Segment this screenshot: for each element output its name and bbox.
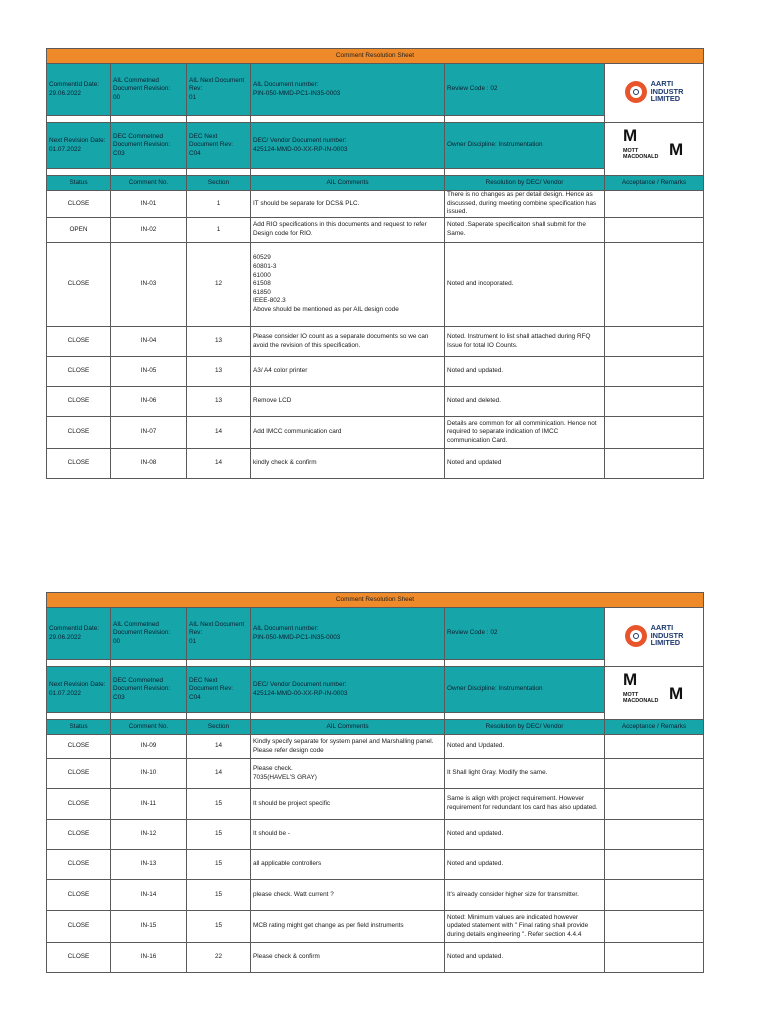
ail-revision-cell: AIL Commetned Document Revision: 00 <box>111 608 187 660</box>
mott-macdonald-logo: M M MOTT MACDONALD <box>605 667 704 720</box>
table-row: CLOSE IN-07 14 Add IMCC communication card Details are common for all comminication. Hence not required to separate indication of IMCC communication Card. <box>47 417 704 449</box>
sheet-title: Comment Resolution Sheet <box>47 49 704 64</box>
dec-next-rev-cell: DEC Next Document Rev: C04 <box>187 667 251 713</box>
table-row: CLOSE IN-01 1 IT should be separate for DCS& PLC. There is no changes as per detail design. Hence as discussed, during meeting combine specification has issued. <box>47 191 704 218</box>
column-ail-comments: AIL Comments <box>251 720 445 735</box>
owner-discipline: Owner Discipline: Instrumentation <box>445 123 605 169</box>
ail-next-rev-cell: AIL Next Document Rev: 01 <box>187 64 251 116</box>
aarti-logo: AARTI INDUSTR LIMITED <box>605 608 704 667</box>
aarti-logo-icon <box>625 81 647 103</box>
table-row: CLOSE IN-10 14 Please check. 7035(HAVEL'S GRAY) It Shall light Gray. Modify the same. <box>47 759 704 789</box>
table-row: CLOSE IN-08 14 kindly check & confirm Noted and updated <box>47 449 704 479</box>
sheet-title: Comment Resolution Sheet <box>47 593 704 608</box>
table-row: CLOSE IN-06 13 Remove LCD Noted and deleted. <box>47 387 704 417</box>
aarti-logo: AARTI INDUSTR LIMITED <box>605 64 704 123</box>
column-status: Status <box>47 176 111 191</box>
column-comment-no: Comment No. <box>111 720 187 735</box>
column-section: Section <box>187 720 251 735</box>
table-row: CLOSE IN-13 15 all applicable controllers Noted and updated. <box>47 850 704 880</box>
table-row: CLOSE IN-04 13 Please consider IO count as a separate documents so we can avoid the revision of this specification. Noted. Instrument Io list shall attached during RFQ Issue for total IO Counts. <box>47 327 704 357</box>
column-resolution: Resolution by DEC/ Vendor <box>445 176 605 191</box>
mott-macdonald-logo: M M MOTT MACDONALD <box>605 123 704 176</box>
ail-next-rev-cell: AIL Next Document Rev: 01 <box>187 608 251 660</box>
next-revision-date-cell: Next Revision Date: 01.07.2022 <box>47 123 111 169</box>
table-row: CLOSE IN-14 15 please check. Watt current ? It's already consider higher size for transmitter. <box>47 880 704 911</box>
owner-discipline: Owner Discipline: Instrumentation <box>445 667 605 713</box>
table-row: CLOSE IN-05 13 A3/ A4 color printer Noted and updated. <box>47 357 704 387</box>
table-row: CLOSE IN-11 15 It should be project specific Same is align with project requirement. However requirement for redundant Ios card has also updated. <box>47 789 704 820</box>
column-acceptance: Acceptance / Remarks <box>605 176 704 191</box>
ail-revision-cell: AIL Commetned Document Revision: 00 <box>111 64 187 116</box>
next-revision-date-cell: Next Revision Date: 01.07.2022 <box>47 667 111 713</box>
table-row: OPEN IN-02 1 Add RIO specifications in this documents and request to refer Design code for RIO. Noted .Saperate specificaiton shall submit for the Same. <box>47 218 704 243</box>
dec-document-number-cell: DEC/ Vendor Document number: 425124-MMD-00-XX-RP-IN-0003 <box>251 123 445 169</box>
table-row: CLOSE IN-15 15 MCB rating might get change as per field instruments Noted: Minimum values are indicated however updated statement with " Final rating shall provide during details engineering ". Refer section 4.4.4 <box>47 911 704 943</box>
dec-document-number-cell: DEC/ Vendor Document number: 425124-MMD-00-XX-RP-IN-0003 <box>251 667 445 713</box>
comment-date-cell: CommentId Date: 29.06.2022 <box>47 608 111 660</box>
review-code: Review Code : 02 <box>445 64 605 116</box>
dec-revision-cell: DEC Commetned Document Revision: C03 <box>111 123 187 169</box>
comment-resolution-sheet-2 <box>46 592 703 973</box>
comment-date-cell: CommentId Date: 29.06.2022 <box>47 64 111 116</box>
ail-document-number-cell: AIL Document number: PIN-050-MMD-PC1-IN35-0003 <box>251 64 445 116</box>
column-resolution: Resolution by DEC/ Vendor <box>445 720 605 735</box>
column-status: Status <box>47 720 111 735</box>
column-comment-no: Comment No. <box>111 176 187 191</box>
table-row: CLOSE IN-16 22 Please check & confirm Noted and updated. <box>47 943 704 973</box>
column-section: Section <box>187 176 251 191</box>
review-code: Review Code : 02 <box>445 608 605 660</box>
aarti-logo-icon <box>625 625 647 647</box>
comment-resolution-sheet-1 <box>46 48 703 479</box>
ail-document-number-cell: AIL Document number: PIN-050-MMD-PC1-IN35-0003 <box>251 608 445 660</box>
table-row: CLOSE IN-12 15 It should be - Noted and updated. <box>47 820 704 850</box>
column-acceptance: Acceptance / Remarks <box>605 720 704 735</box>
table-row: CLOSE IN-09 14 Kindly specify separate for system panel and Marshalling panel. Please refer design code Noted and Updated. <box>47 735 704 759</box>
table-row: CLOSE IN-03 12 60529 60801-3 61000 61508 61850 IEEE-802.3 Above should be mentioned as per AIL design code Noted and incoporated. <box>47 243 704 327</box>
column-ail-comments: AIL Comments <box>251 176 445 191</box>
dec-revision-cell: DEC Commetned Document Revision: C03 <box>111 667 187 713</box>
dec-next-rev-cell: DEC Next Document Rev: C04 <box>187 123 251 169</box>
